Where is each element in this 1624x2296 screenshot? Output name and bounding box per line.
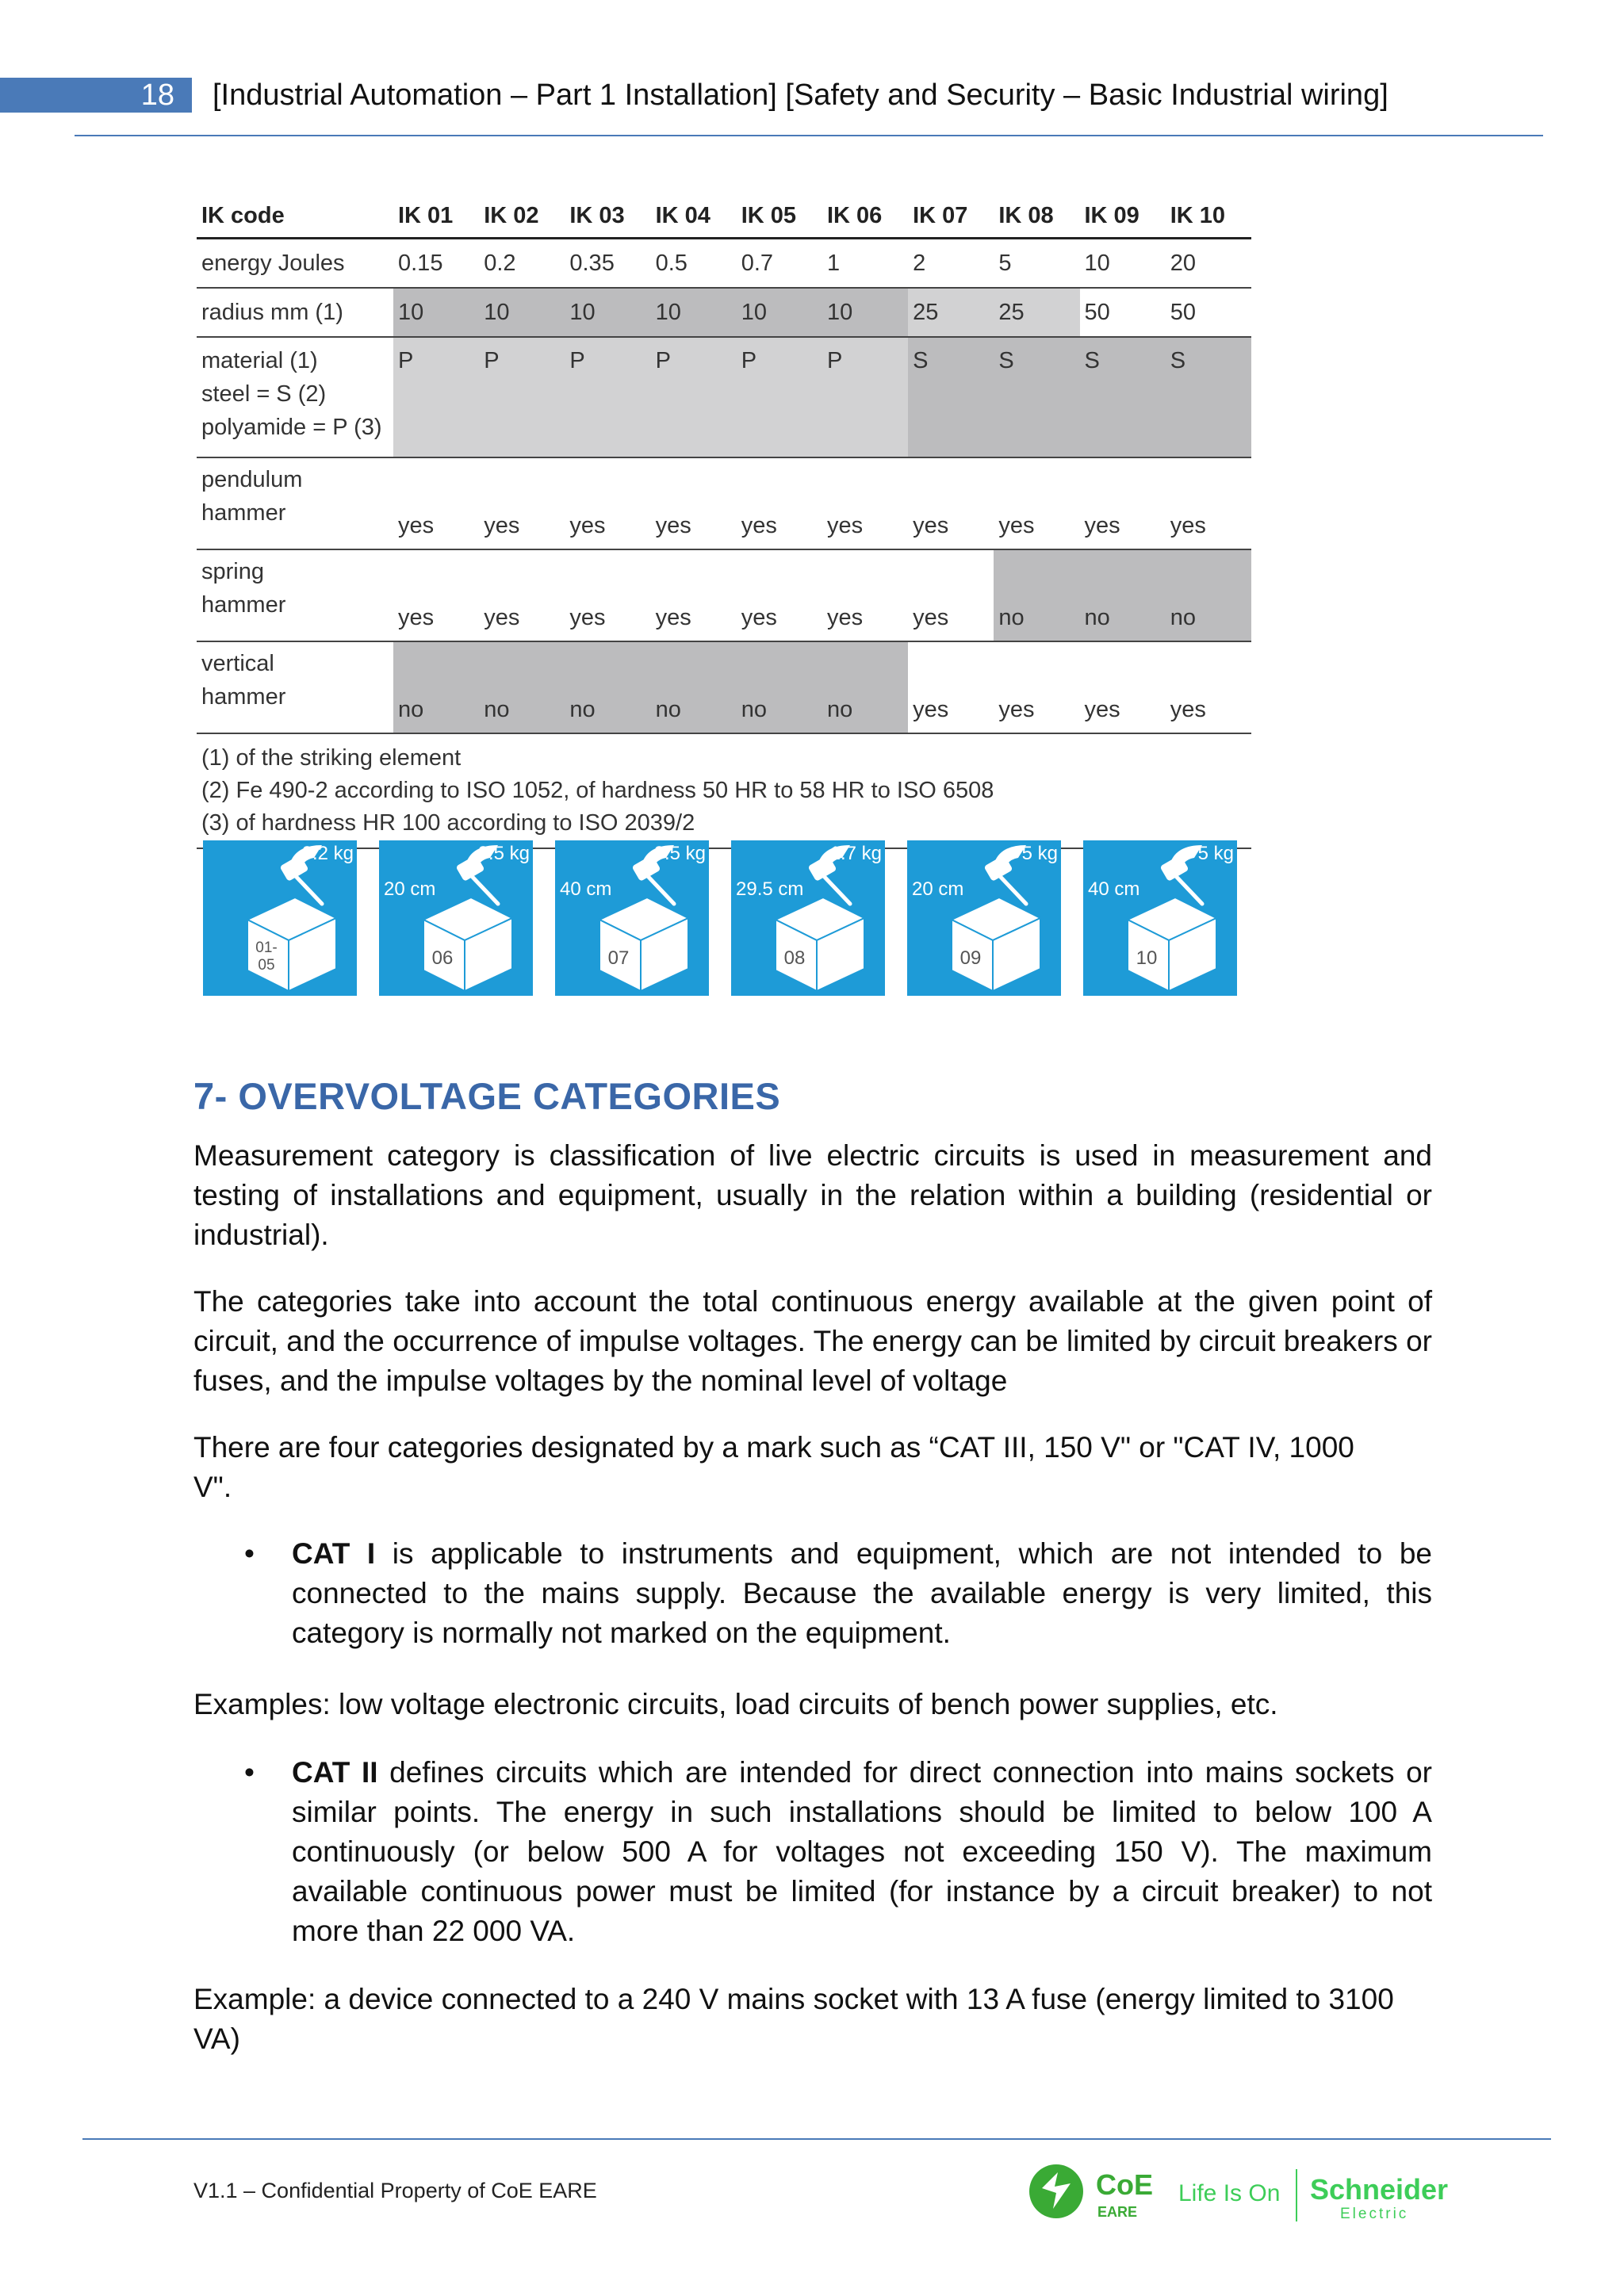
table-cell: yes — [1080, 641, 1166, 733]
schneider-text: Schneider — [1310, 2173, 1449, 2206]
table-cell: 10 — [1080, 239, 1166, 289]
table-cell: no — [1166, 549, 1251, 641]
table-cell: yes — [393, 457, 479, 549]
table-cell: 0.5 — [651, 239, 737, 289]
table-cell: 1 — [822, 239, 908, 289]
row-label — [197, 457, 393, 549]
row-label — [197, 641, 393, 733]
ik-class-label: 07 — [607, 947, 630, 969]
column-header: IK 07 — [908, 194, 994, 239]
row-label: energy Joules — [197, 239, 393, 289]
table-cell: yes — [908, 641, 994, 733]
table-cell: P — [565, 337, 650, 457]
footer-divider — [82, 2138, 1551, 2140]
bullet-icon: • — [244, 1537, 255, 1570]
table-cell: yes — [908, 457, 994, 549]
table-row-pendulum — [197, 457, 1251, 549]
table-cell: 10 — [393, 288, 479, 337]
table-cell: yes — [393, 549, 479, 641]
column-header: IK 05 — [737, 194, 822, 239]
table-cell: yes — [565, 457, 650, 549]
table-cell: yes — [737, 457, 822, 549]
row-label-line: hammer — [201, 500, 286, 526]
table-row-spring — [197, 549, 1251, 641]
table-cell: 10 — [737, 288, 822, 337]
section-title: 7- OVERVOLTAGE CATEGORIES — [193, 1075, 781, 1117]
footnote: (1) of the striking element — [201, 745, 462, 771]
table-cell: yes — [737, 549, 822, 641]
paragraph-line: There are four categories designated by a mark such as “CAT III, 150 V" or "CAT IV, 1000 — [193, 1431, 1354, 1464]
row-label-line: polyamide = P (3) — [201, 415, 382, 440]
table-cell: P — [822, 337, 908, 457]
table-cell: no — [994, 549, 1079, 641]
ik-class-label: 06 — [431, 947, 454, 969]
impact-icon — [555, 840, 709, 996]
mass-label: 1.7 kg — [829, 843, 882, 864]
mass-label: 5 kg — [1197, 843, 1234, 864]
ik-class-label: 10 — [1136, 947, 1158, 969]
paragraph — [193, 1428, 1432, 1507]
ik-class-label: 09 — [959, 947, 982, 969]
table-cell: 5 — [994, 239, 1079, 289]
running-header: [Industrial Automation – Part 1 Installation] [Safety and Security – Basic Industrial wiring] — [213, 78, 1388, 112]
page-number: 18 — [0, 78, 192, 113]
table-cell: S — [994, 337, 1079, 457]
table-cell: P — [393, 337, 479, 457]
table-row-radius — [197, 288, 1251, 337]
term: CAT I — [292, 1537, 376, 1570]
table-cell: no — [393, 641, 479, 733]
definition: is applicable to instruments and equipment, which are not intended to be connected to the mains supply. Because the available energy is very limited, this category is normally not marked on the equipment. — [292, 1537, 1432, 1649]
table-cell: 0.7 — [737, 239, 822, 289]
impact-icons — [203, 840, 1237, 996]
table-cell: P — [479, 337, 565, 457]
coe-text: CoE — [1096, 2168, 1153, 2201]
table-cell: no — [651, 641, 737, 733]
footnote-cell — [197, 733, 1251, 848]
table-cell: no — [1080, 549, 1166, 641]
paragraph: Examples: low voltage electronic circuits, load circuits of bench power supplies, etc. — [193, 1688, 1278, 1720]
table-cell: yes — [1166, 641, 1251, 733]
mass-label: 0.5 kg — [653, 843, 706, 864]
table-cell: 25 — [994, 288, 1079, 337]
table-cell: no — [737, 641, 822, 733]
row-label-line: hammer — [201, 684, 286, 710]
footnote: (2) Fe 490-2 according to ISO 1052, of hardness 50 HR to 58 HR to ISO 6508 — [201, 778, 994, 803]
column-header: IK 03 — [565, 194, 650, 239]
table-footnotes — [197, 733, 1251, 848]
table-cell: P — [737, 337, 822, 457]
table-cell: 10 — [479, 288, 565, 337]
column-header: IK 01 — [393, 194, 479, 239]
electric-text: Electric — [1340, 2206, 1409, 2222]
table-cell: S — [908, 337, 994, 457]
table-cell: yes — [651, 549, 737, 641]
table-cell: 0.2 — [479, 239, 565, 289]
row-label-line: spring — [201, 559, 264, 584]
table-cell: yes — [822, 457, 908, 549]
bullet-text — [292, 1534, 1432, 1653]
table-cell: yes — [822, 549, 908, 641]
table-cell: 50 — [1166, 288, 1251, 337]
row-label-line: pendulum — [201, 467, 303, 492]
tagline-text: Life Is On — [1178, 2180, 1281, 2206]
table-cell: yes — [1166, 457, 1251, 549]
table-cell: yes — [908, 549, 994, 641]
bullet-text — [292, 1753, 1432, 1951]
definition: defines circuits which are intended for direct connection into mains sockets or similar points. The energy in such installations should be limited to below 100 A continuously (or below 500 A for voltages not exceeding 150 V). The maximum available continuous power must be limited (for instance by a circuit breaker) to not more than 22 000 VA. — [292, 1756, 1432, 1947]
row-label-line: hammer — [201, 592, 286, 618]
table-cell: 10 — [822, 288, 908, 337]
table-cell: 0.35 — [565, 239, 650, 289]
header-divider — [75, 135, 1543, 136]
height-label: 40 cm — [1088, 878, 1140, 900]
row-label-line: vertical — [201, 651, 274, 676]
footer-logos — [1023, 2156, 1467, 2228]
mass-label: 5 kg — [1021, 843, 1058, 864]
row-label: radius mm (1) — [197, 288, 393, 337]
table-cell: S — [1166, 337, 1251, 457]
table-cell: 10 — [565, 288, 650, 337]
height-label: 40 cm — [560, 878, 612, 900]
impact-icon — [907, 840, 1061, 996]
table-cell: 50 — [1080, 288, 1166, 337]
table-cell: no — [822, 641, 908, 733]
table-cell: no — [479, 641, 565, 733]
table-cell: 0.15 — [393, 239, 479, 289]
table-cell: yes — [994, 457, 1079, 549]
mass-label: 0.5 kg — [477, 843, 530, 864]
table-cell: P — [651, 337, 737, 457]
table-cell: yes — [479, 457, 565, 549]
table-cell: yes — [565, 549, 650, 641]
table-cell: S — [1080, 337, 1166, 457]
paragraph: Measurement category is classification of live electric circuits is used in measurement and testing of installations and equipment, usually in the relation within a building (residential or industrial). — [193, 1139, 1432, 1251]
table-cell: 10 — [651, 288, 737, 337]
ik-class-label: 08 — [783, 947, 806, 969]
paragraph: Example: a device connected to a 240 V mains socket with 13 A fuse (energy limited to 3100 VA) — [193, 1983, 1394, 2055]
table-cell: 20 — [1166, 239, 1251, 289]
term: CAT II — [292, 1756, 378, 1789]
column-header: IK 04 — [651, 194, 737, 239]
impact-icon — [379, 840, 533, 996]
height-label: 20 cm — [384, 878, 436, 900]
table-cell: 25 — [908, 288, 994, 337]
column-header: IK 10 — [1166, 194, 1251, 239]
impact-icon — [203, 840, 357, 996]
table-cell: yes — [651, 457, 737, 549]
eare-text: EARE — [1097, 2204, 1138, 2220]
bullet-icon: • — [244, 1756, 255, 1789]
impact-icon — [731, 840, 885, 996]
column-header: IK 09 — [1080, 194, 1166, 239]
coe-logo-icon — [1023, 2156, 1467, 2228]
row-label-line: material (1) — [201, 348, 318, 373]
ik-code-table — [197, 194, 1251, 849]
column-header: IK 02 — [479, 194, 565, 239]
table-cell: yes — [1080, 457, 1166, 549]
table-row-energy — [197, 239, 1251, 289]
table-cell: no — [565, 641, 650, 733]
paragraph: The categories take into account the total continuous energy available at the given point of circuit, and the occurrence of impulse voltages. The energy can be limited by circuit breakers or fuses, and the impulse voltages by the nominal level of voltage — [193, 1285, 1432, 1397]
column-header: IK 08 — [994, 194, 1079, 239]
ik-class-label: 01- 05 — [255, 939, 278, 974]
footer-text: V1.1 – Confidential Property of CoE EARE — [193, 2179, 597, 2202]
mass-label: 0.2 kg — [301, 843, 354, 864]
table-header-row — [197, 194, 1251, 239]
table-row-vertical — [197, 641, 1251, 733]
height-label: 20 cm — [912, 878, 964, 900]
impact-icon — [1083, 840, 1237, 996]
table-row-material — [197, 337, 1251, 457]
table-cell: yes — [994, 641, 1079, 733]
height-label: 29.5 cm — [736, 878, 804, 900]
table-cell: 2 — [908, 239, 994, 289]
table-cell: yes — [479, 549, 565, 641]
column-header: IK code — [197, 194, 393, 239]
footnote: (3) of hardness HR 100 according to ISO 2039/2 — [201, 810, 695, 836]
paragraph-line: V". — [193, 1471, 232, 1503]
row-label-line: steel = S (2) — [201, 381, 327, 407]
row-label — [197, 549, 393, 641]
row-label — [197, 337, 393, 457]
column-header: IK 06 — [822, 194, 908, 239]
